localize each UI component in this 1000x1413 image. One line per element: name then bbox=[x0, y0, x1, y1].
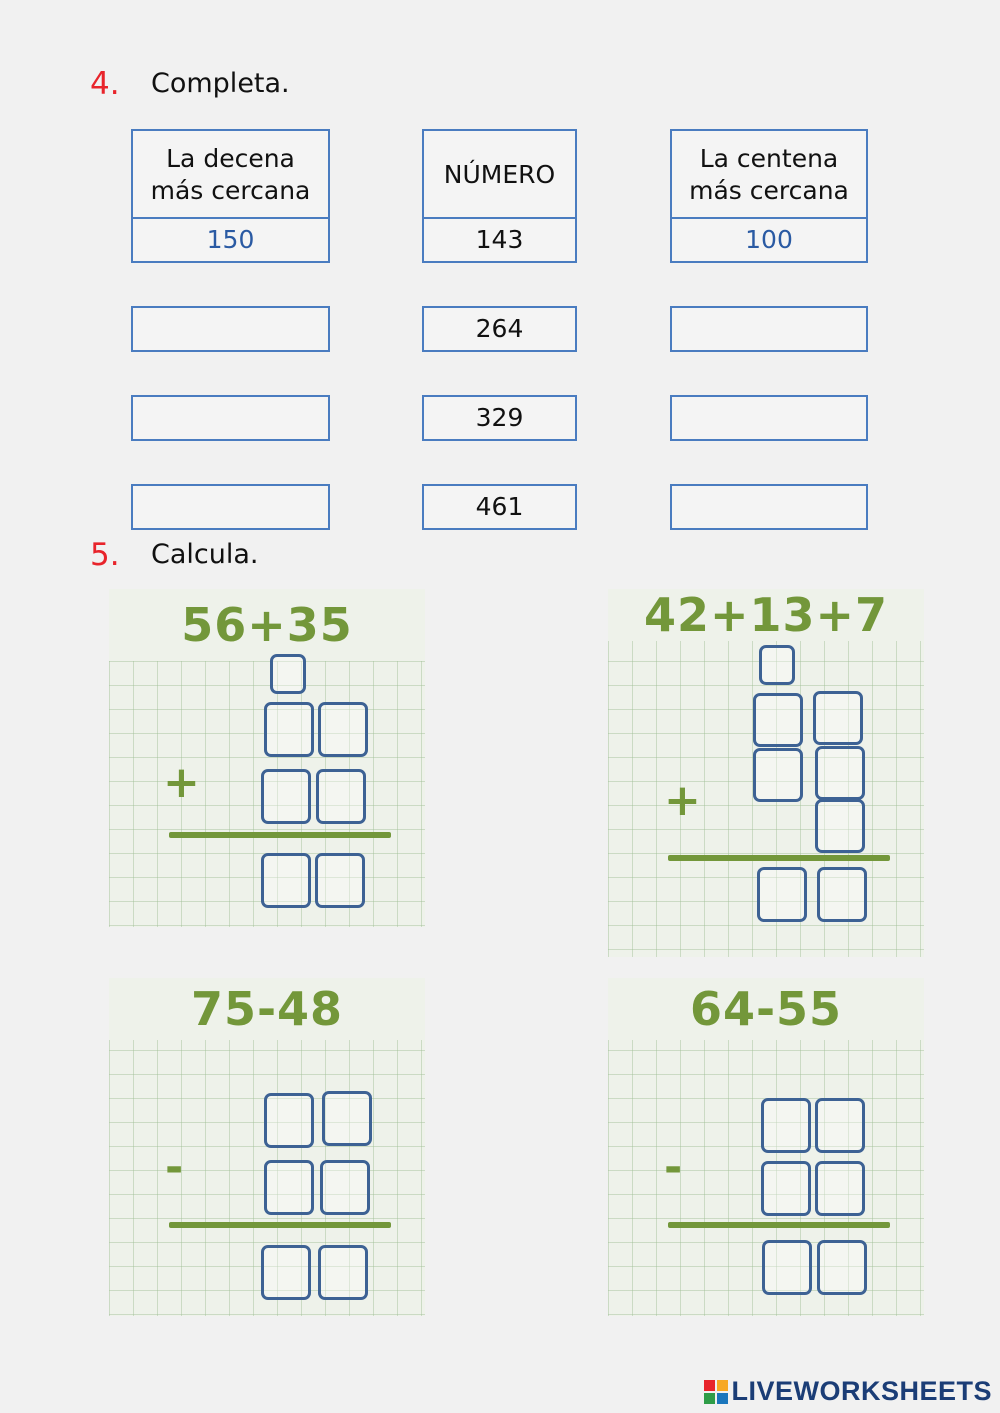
liveworksheets-logo-icon bbox=[704, 1380, 728, 1404]
operation-line-1 bbox=[169, 832, 391, 838]
operation-title-3: 75-48 bbox=[109, 978, 425, 1040]
decena-header-line2: más cercana bbox=[150, 176, 311, 205]
operation-title-4: 64-55 bbox=[608, 978, 924, 1040]
decena-answer-input-2[interactable] bbox=[131, 395, 330, 441]
numero-box-2 bbox=[422, 395, 577, 441]
operation-panel-3 bbox=[109, 978, 425, 1316]
addend2-tens-box-1[interactable] bbox=[261, 769, 311, 824]
carry-box-1[interactable] bbox=[270, 654, 306, 694]
operation-panel-4 bbox=[608, 978, 924, 1316]
plus-sign-1: + bbox=[163, 757, 200, 808]
addend2-tens-box-2[interactable] bbox=[753, 748, 803, 802]
result-tens-box-3[interactable] bbox=[261, 1245, 311, 1300]
addend2-units-box-1[interactable] bbox=[316, 769, 366, 824]
operation-line-2 bbox=[668, 855, 890, 861]
plus-sign-2: + bbox=[664, 775, 701, 826]
operation-title-2: 42+13+7 bbox=[608, 589, 924, 641]
centena-header bbox=[672, 133, 866, 217]
operation-title-1: 56+35 bbox=[109, 589, 425, 661]
question-5-instruction: Calcula. bbox=[151, 539, 259, 570]
centena-example-value: 100 bbox=[745, 224, 793, 254]
decena-header bbox=[133, 133, 328, 217]
result-units-box-2[interactable] bbox=[817, 867, 867, 922]
centena-answer-input-2[interactable] bbox=[670, 395, 868, 441]
result-tens-box-4[interactable] bbox=[762, 1240, 812, 1295]
addend3-units-box-2[interactable] bbox=[815, 799, 865, 853]
decena-header-line1: La decena bbox=[166, 143, 295, 173]
centena-answer-input-1[interactable] bbox=[670, 306, 868, 352]
liveworksheets-logo bbox=[704, 1376, 992, 1407]
liveworksheets-logo-text: LIVEWORKSHEETS bbox=[731, 1376, 992, 1406]
numero-value-1: 264 bbox=[475, 313, 524, 343]
question-4-number: 4. bbox=[90, 66, 120, 102]
operation-line-3 bbox=[169, 1222, 391, 1228]
addend1-tens-box-2[interactable] bbox=[753, 693, 803, 747]
result-tens-box-1[interactable] bbox=[261, 853, 311, 908]
centena-header-box bbox=[670, 129, 868, 263]
minuend-tens-box-3[interactable] bbox=[264, 1093, 314, 1148]
question-5-number: 5. bbox=[90, 537, 120, 573]
centena-header-line1: La centena bbox=[699, 143, 839, 173]
subtrahend-units-box-4[interactable] bbox=[815, 1161, 865, 1216]
question-4-instruction: Completa. bbox=[151, 68, 290, 99]
operation-panel-2 bbox=[608, 589, 924, 957]
decena-answer-input-3[interactable] bbox=[131, 484, 330, 530]
minus-sign-3: - bbox=[165, 1142, 184, 1193]
numero-header: NÚMERO bbox=[443, 159, 556, 189]
result-units-box-3[interactable] bbox=[318, 1245, 368, 1300]
numero-box-3 bbox=[422, 484, 577, 530]
carry-box-2[interactable] bbox=[759, 645, 795, 685]
decena-example-value: 150 bbox=[206, 224, 255, 254]
numero-value-3: 461 bbox=[475, 491, 524, 521]
operation-line-4 bbox=[668, 1222, 890, 1228]
decena-answer-input-1[interactable] bbox=[131, 306, 330, 352]
minuend-units-box-4[interactable] bbox=[815, 1098, 865, 1153]
minus-sign-4: - bbox=[664, 1142, 683, 1193]
result-tens-box-2[interactable] bbox=[757, 867, 807, 922]
subtrahend-tens-box-3[interactable] bbox=[264, 1160, 314, 1215]
decena-header-box bbox=[131, 129, 330, 263]
subtrahend-tens-box-4[interactable] bbox=[761, 1161, 811, 1216]
centena-header-line2: más cercana bbox=[689, 176, 849, 205]
addend2-units-box-2[interactable] bbox=[815, 746, 865, 800]
minuend-tens-box-4[interactable] bbox=[761, 1098, 811, 1153]
addend1-units-box-2[interactable] bbox=[813, 691, 863, 745]
result-units-box-1[interactable] bbox=[315, 853, 365, 908]
minuend-units-box-3[interactable] bbox=[322, 1091, 372, 1146]
numero-example-value: 143 bbox=[475, 224, 524, 254]
centena-answer-input-3[interactable] bbox=[670, 484, 868, 530]
result-units-box-4[interactable] bbox=[817, 1240, 867, 1295]
numero-value-2: 329 bbox=[475, 402, 524, 432]
numero-header-box bbox=[422, 129, 577, 263]
addend1-tens-box-1[interactable] bbox=[264, 702, 314, 757]
subtrahend-units-box-3[interactable] bbox=[320, 1160, 370, 1215]
operation-panel-1 bbox=[109, 589, 425, 927]
numero-box-1 bbox=[422, 306, 577, 352]
addend1-units-box-1[interactable] bbox=[318, 702, 368, 757]
